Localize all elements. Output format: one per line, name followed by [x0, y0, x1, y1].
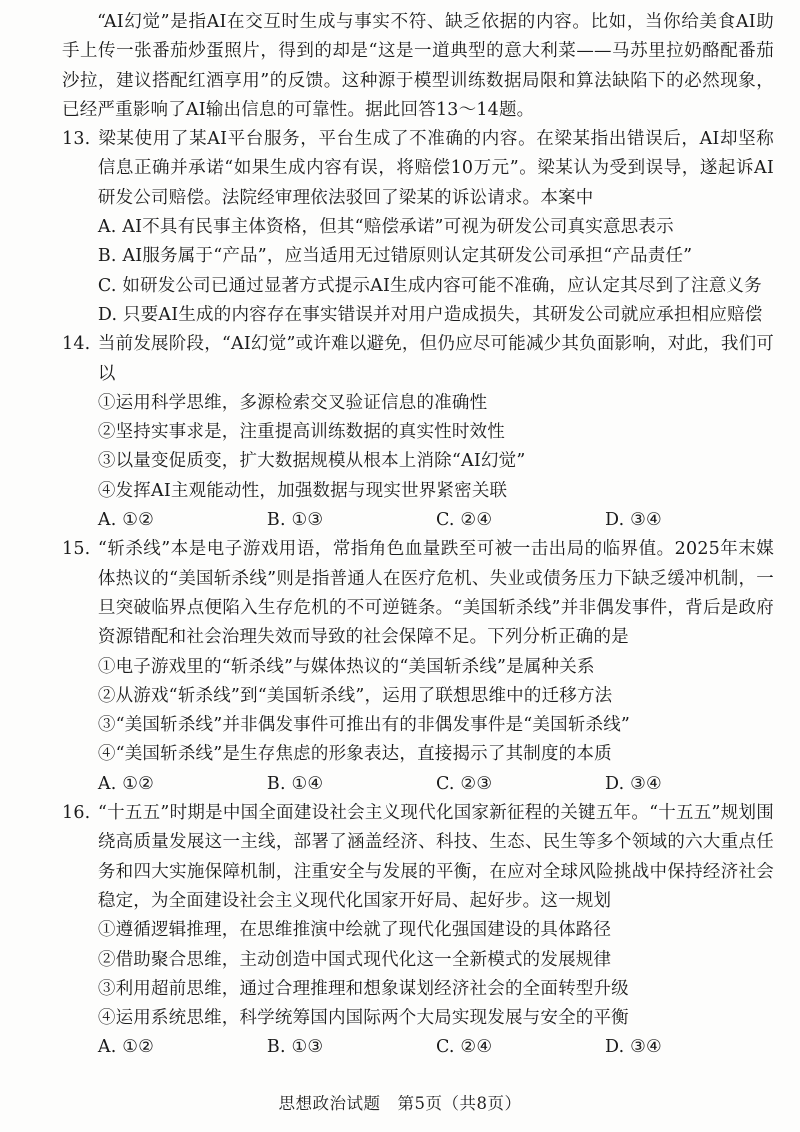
exam-content — [62, 8, 774, 1063]
choice-d: D. ③④ — [604, 773, 662, 794]
question-stem: “斩杀线”本是电子游戏用语，常指角色血量跌至可被一击出局的临界值。2025年末媒体热议的“美国斩杀线”则是指普通人在医疗危机、失业或债务压力下缺乏缓冲机制，一旦突破临界点便陷入生存危机的不可逆链条。“美国斩杀线”并非偶发事件，背后是政府资源错配和社会治理失效而导致的社会保障不足。下列分析正确的是 — [97, 539, 774, 648]
page-footer: 思想政治试题 第5页（共8页） — [278, 1094, 522, 1113]
choice-c: C. ②④ — [435, 510, 493, 531]
choice-c: C. ②④ — [435, 1037, 493, 1058]
question-stem: “十五五”时期是中国全面建设社会主义现代化国家新征程的关键五年。“十五五”规划围绕高质量发展这一主线，部署了涵盖经济、科技、生态、民生等多个领域的六大重点任务和四大实施保障机制，注重安全与发展的平衡，在应对全球风险挑战中保持经济社会稳定，为全面建设社会主义现代化国家开好局、起好步。这一规划 — [97, 803, 774, 911]
question-number: 15. — [62, 539, 91, 560]
choice-a: A. ①② — [97, 1037, 155, 1058]
option-b: B. AI服务属于“产品”，应当适用无过错原则认定其研发公司承担“产品责任” — [97, 246, 693, 267]
answer-choices — [62, 506, 774, 535]
option-c: C. 如研发公司已通过显著方式提示AI生成内容可能不准确，应认定其尽到了注意义务 — [97, 275, 762, 296]
choice-a: A. ①② — [97, 510, 155, 531]
choice-d: D. ③④ — [604, 1037, 662, 1058]
material-intro: “AI幻觉”是指AI在交互时生成与事实不符、缺乏依据的内容。比如，当你给美食AI助手上传一张番茄炒蛋照片，得到的却是“这是一道典型的意大利菜——马苏里拉奶酪配番茄沙拉，建议搭配红酒享用”的反馈。这种源于模型训练数据局限和算法缺陷下的必然现象，已经严重影响了AI输出信息的可靠性。据此回答13～14题。 — [62, 12, 774, 120]
statement-4: ④运用系统思维，科学统筹国内国际两个大局实现发展与安全的平衡 — [97, 1008, 629, 1029]
statement-4: ④“美国斩杀线”是生存焦虑的形象表达，直接揭示了其制度的本质 — [97, 744, 612, 765]
statement-4: ④发挥AI主观能动性，加强数据与现实世界紧密关联 — [97, 480, 508, 501]
statement-1: ①遵循逻辑推理，在思维推演中绘就了现代化强国建设的具体路径 — [97, 920, 612, 941]
choice-d: D. ③④ — [604, 510, 662, 531]
statement-2: ②从游戏“斩杀线”到“美国斩杀线”，运用了联想思维中的迁移方法 — [97, 685, 613, 706]
question-number: 16. — [62, 803, 91, 824]
statement-3: ③“美国斩杀线”并非偶发事件可推出有的非偶发事件是“美国斩杀线” — [97, 715, 631, 736]
choice-b: B. ①③ — [266, 1037, 324, 1058]
choice-b: B. ①③ — [266, 510, 324, 531]
option-d: D. 只要AI生成的内容存在事实错误并对用户造成损失，其研发公司就应承担相应赔偿 — [97, 304, 763, 325]
question-number: 14. — [62, 334, 91, 355]
statement-1: ①电子游戏里的“斩杀线”与媒体热议的“美国斩杀线”是属种关系 — [97, 656, 595, 677]
answer-choices — [62, 1033, 774, 1062]
statement-1: ①运用科学思维，多源检索交叉验证信息的准确性 — [97, 392, 488, 413]
option-a: A. AI不具有民事主体资格，但其“赔偿承诺”可视为研发公司真实意思表示 — [97, 217, 674, 238]
question-15 — [62, 535, 774, 799]
statement-3: ③利用超前思维，通过合理推理和想象谋划经济社会的全面转型升级 — [97, 978, 629, 999]
choice-b: B. ①④ — [266, 773, 324, 794]
statement-3: ③以量变促质变，扩大数据规模从根本上消除“AI幻觉” — [97, 451, 526, 472]
question-16 — [62, 799, 774, 1063]
question-stem: 当前发展阶段，“AI幻觉”或许难以避免，但仍应尽可能减少其负面影响，对此，我们可以 — [97, 334, 774, 384]
statement-2: ②借助聚合思维，主动创造中国式现代化这一全新模式的发展规律 — [97, 949, 612, 970]
question-14 — [62, 330, 774, 535]
choice-c: C. ②③ — [435, 773, 493, 794]
question-13 — [62, 125, 774, 330]
question-number: 13. — [62, 129, 91, 150]
question-stem: 梁某使用了某AI平台服务，平台生成了不准确的内容。在梁某指出错误后，AI却坚称信息正确并承诺“如果生成内容有误，将赔偿10万元”。梁某认为受到误导，遂起诉AI研发公司赔偿。法院经审理依法驳回了梁某的诉讼请求。本案中 — [97, 129, 774, 208]
statement-2: ②坚持实事求是，注重提高训练数据的真实性时效性 — [97, 422, 505, 443]
choice-a: A. ①② — [97, 773, 155, 794]
answer-choices — [62, 770, 774, 799]
